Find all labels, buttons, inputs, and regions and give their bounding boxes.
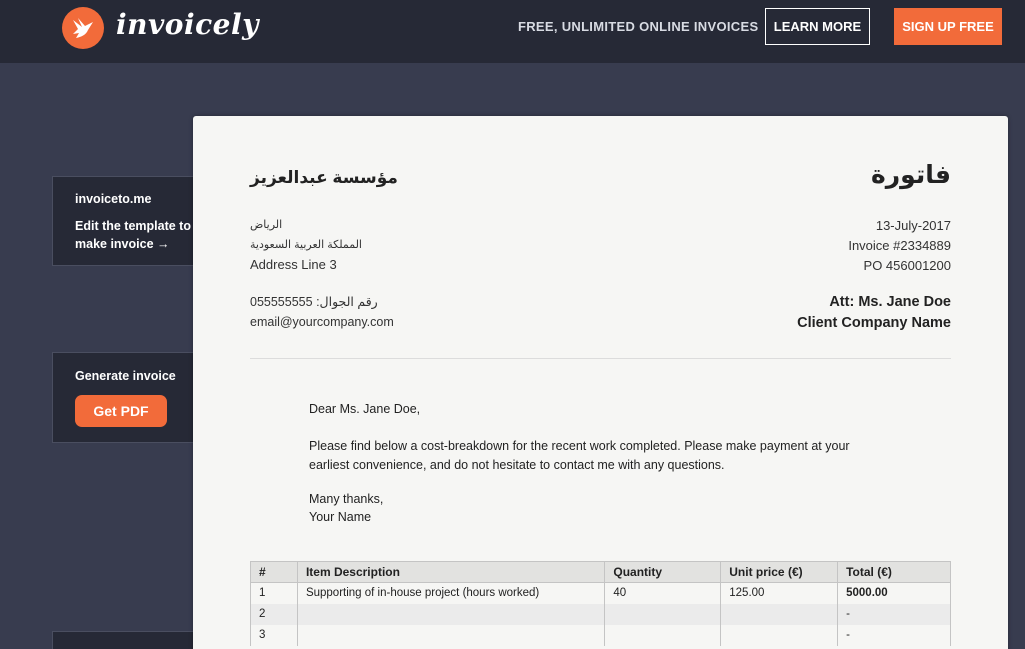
row-number[interactable]: 1 [251,583,298,604]
generate-panel [52,352,196,443]
item-quantity[interactable]: 40 [605,583,721,604]
panel-site-title[interactable]: invoiceto.me [75,192,152,206]
invoice-date[interactable]: 13-July-2017 [875,218,951,233]
row-number[interactable]: 3 [251,625,298,646]
col-header-description[interactable]: Item Description [297,562,604,583]
sign-up-button[interactable]: SIGN UP FREE [894,8,1002,45]
phone-label: رقم الجوال: [316,295,378,309]
items-table [250,561,951,646]
item-description[interactable] [297,604,604,625]
item-description[interactable] [297,625,604,646]
template-panel[interactable] [52,176,196,266]
letter-signer[interactable]: Your Name [309,510,372,524]
client-company[interactable]: Client Company Name [797,315,951,331]
learn-more-button[interactable]: LEARN MORE [765,8,870,45]
item-quantity[interactable] [605,604,721,625]
letter-greeting[interactable]: Dear Ms. Jane Doe, [309,402,421,416]
item-description[interactable]: Supporting of in-house project (hours worked) [297,583,604,604]
top-bar [0,0,1025,63]
row-number[interactable]: 2 [251,604,298,625]
bird-logo-icon [69,14,97,42]
address-country[interactable]: المملكة العربية السعودية [250,239,362,251]
letter-body[interactable]: Please find below a cost-breakdown for the recent work completed. Please make payment at your earliest convenience, and do not hesitate to contact me with any questions. [309,439,850,472]
item-total: 5000.00 [838,583,951,604]
address-line-3[interactable]: Address Line 3 [250,257,337,272]
address-city[interactable]: الرياض [250,219,283,231]
item-total: - [838,625,951,646]
col-header-unit-price[interactable]: Unit price (€) [721,562,838,583]
invoice-paper [193,116,1008,649]
brand-name[interactable]: invoicely [116,8,259,41]
document-title[interactable]: فاتورة [871,161,951,189]
table-header-row [251,562,951,583]
edit-template-link[interactable]: Edit the template to make invoice → [75,219,191,251]
table-row [251,625,951,646]
item-total: - [838,604,951,625]
generate-invoice-label: Generate invoice [75,369,176,383]
divider [250,358,951,359]
col-header-total[interactable]: Total (€) [838,562,951,583]
phone-number: 055555555 [250,295,313,309]
item-unit-price[interactable]: 125.00 [721,583,838,604]
item-quantity[interactable] [605,625,721,646]
invoice-number[interactable]: Invoice #2334889 [848,238,951,253]
col-header-quantity[interactable]: Quantity [605,562,721,583]
phone-row[interactable] [250,294,378,309]
get-pdf-button[interactable]: Get PDF [75,395,167,427]
logo[interactable] [62,7,104,49]
item-unit-price[interactable] [721,625,838,646]
col-header-number[interactable]: # [251,562,298,583]
company-name[interactable]: مؤسسة عبدالعزيز [250,168,398,187]
table-row [251,604,951,625]
extra-panel [52,631,196,649]
tagline: FREE, UNLIMITED ONLINE INVOICES [518,19,759,34]
company-email[interactable]: email@yourcompany.com [250,315,394,329]
item-unit-price[interactable] [721,604,838,625]
letter-sign-off[interactable]: Many thanks, [309,492,384,506]
po-number[interactable]: PO 456001200 [863,258,951,273]
attention-line[interactable]: Att: Ms. Jane Doe [829,294,951,310]
table-row [251,583,951,604]
